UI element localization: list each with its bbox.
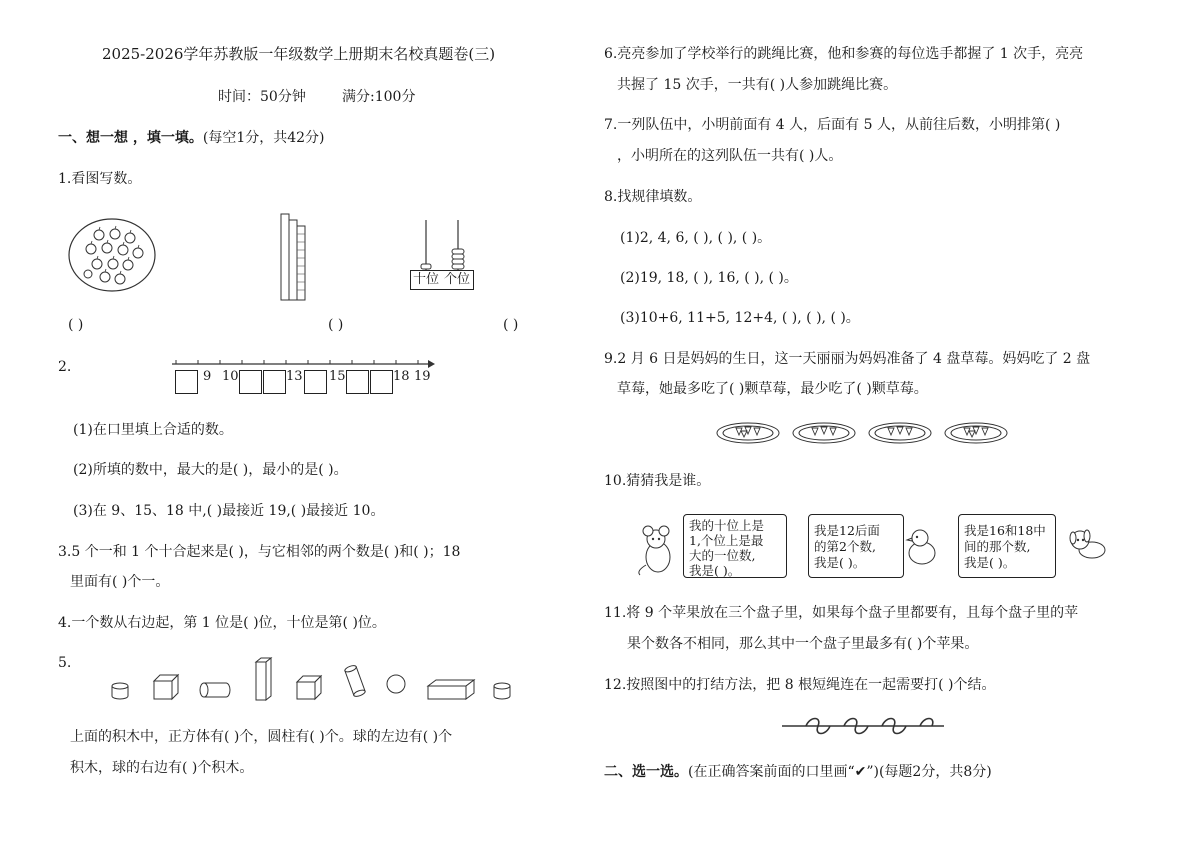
number-line-box-2[interactable] bbox=[239, 370, 262, 394]
number-line-box-5[interactable] bbox=[346, 370, 369, 394]
q5-line1: 上面的积木中，正方体有( )个，圆柱有( )个。球的左边有( )个 bbox=[70, 729, 453, 745]
q2-part2: (2)所填的数中，最大的是( )，最小的是( )。 bbox=[73, 462, 348, 478]
q4-text: 4.一个数从右边起，第 1 位是( )位，十位是第( )位。 bbox=[58, 615, 386, 631]
number-line-box-3[interactable] bbox=[263, 370, 286, 394]
q9-line1: 9.2 月 6 日是妈妈的生日，这一天丽丽为妈妈准备了 4 盘草莓。妈妈吃了 2 盘 bbox=[604, 351, 1091, 367]
q11-line1: 11.将 9 个苹果放在三个盘子里，如果每个盘子里都要有，且每个盘子里的苹 bbox=[604, 605, 1079, 621]
strawberry-plates-illustration bbox=[716, 418, 1012, 446]
q9-line2: 草莓，她最多吃了( )颗草莓，最少吃了( )颗草莓。 bbox=[617, 381, 928, 397]
q8-part1: (1)2, 4, 6, ( ), ( ), ( )。 bbox=[620, 230, 772, 246]
number-line-box-1[interactable] bbox=[175, 370, 198, 394]
q5-label: 5. bbox=[58, 655, 72, 671]
bubble-chick-line: 的第2个数, bbox=[814, 539, 876, 554]
tick-label-15: 15 bbox=[329, 369, 346, 384]
q3-line1: 3.5 个一和 1 个十合起来是( )，与它相邻的两个数是( )和( )；18 bbox=[58, 544, 461, 560]
q6-line2: 共握了 15 次手，一共有( )人参加跳绳比赛。 bbox=[617, 77, 898, 93]
q2-part1: (1)在口里填上合适的数。 bbox=[73, 422, 233, 438]
exam-score: 满分:100分 bbox=[342, 89, 416, 105]
abacus-tens-label: 十位 bbox=[413, 272, 440, 287]
bubble-dog-text bbox=[964, 523, 1046, 571]
q1-answer-blank-sticks[interactable]: ( ) bbox=[328, 317, 344, 333]
q3-line2: 里面有( )个一。 bbox=[70, 574, 170, 590]
page-title: 2025-2026学年苏教版一年级数学上册期末名校真题卷(三) bbox=[102, 45, 496, 63]
bubble-mouse-line: 大的一位数, bbox=[689, 548, 756, 563]
bubble-chick-line: 我是( )。 bbox=[814, 555, 866, 570]
bubble-mouse-line: 1,个位上是最 bbox=[689, 533, 764, 548]
q2-part3: (3)在 9、15、18 中,( )最接近 19,( )最接近 10。 bbox=[73, 503, 385, 519]
abacus-ones-label: 个位 bbox=[444, 272, 471, 287]
section-one-title: 一、想一想 ，填一填。 bbox=[58, 130, 203, 146]
q11-line2: 果个数各不相同，那么其中一个盘子里最多有( )个苹果。 bbox=[627, 636, 979, 652]
section-two-heading bbox=[604, 765, 992, 779]
q8-part2: (2)19, 18, ( ), 16, ( ), ( )。 bbox=[620, 270, 798, 286]
q1-answer-blank-abacus[interactable]: ( ) bbox=[503, 317, 519, 333]
q8-label: 8.找规律填数。 bbox=[604, 189, 702, 205]
tick-label-13: 13 bbox=[286, 369, 303, 384]
tick-label-9: 9 bbox=[203, 369, 212, 384]
rope-knots-illustration bbox=[782, 714, 944, 738]
q8-part3: (3)10+6, 11+5, 12+4, ( ), ( ), ( )。 bbox=[620, 310, 860, 326]
mouse-icon bbox=[634, 525, 680, 577]
bubble-mouse-text bbox=[689, 518, 764, 578]
q7-line1: 7.一列队伍中，小明前面有 4 人，后面有 5 人，从前往后数，小明排第( ) bbox=[604, 117, 1061, 133]
tick-label-19: 19 bbox=[414, 369, 431, 384]
number-line bbox=[172, 356, 437, 370]
q5-line2: 积木，球的右边有( )个积木。 bbox=[70, 760, 254, 776]
q6-line1: 6.亮亮参加了学校举行的跳绳比赛，他和参赛的每位选手都握了 1 次手，亮亮 bbox=[604, 46, 1084, 62]
building-blocks-illustration bbox=[108, 656, 518, 704]
section-two-title: 二、选一选。 bbox=[604, 764, 688, 780]
q7-line2: ，小明所在的这列队伍一共有( )人。 bbox=[617, 148, 843, 164]
number-line-box-4[interactable] bbox=[304, 370, 327, 394]
tick-label-10: 10 bbox=[222, 369, 239, 384]
apple-plate-illustration bbox=[68, 218, 158, 293]
bubble-chick-text bbox=[814, 523, 880, 571]
bubble-dog-line: 间的那个数, bbox=[964, 539, 1031, 554]
bubble-mouse-line: 我是( )。 bbox=[689, 563, 741, 578]
exam-time: 时间：50分钟 bbox=[218, 89, 306, 105]
section-two-note: (在正确答案前面的口里画“✔”)(每题2分，共8分) bbox=[688, 764, 992, 780]
tick-label-18: 18 bbox=[393, 369, 410, 384]
bubble-dog-line: 我是( )。 bbox=[964, 555, 1016, 570]
section-one-heading bbox=[58, 131, 325, 145]
chick-icon bbox=[902, 526, 940, 566]
bubble-mouse-line: 我的十位上是 bbox=[689, 518, 765, 533]
q1-label: 1.看图写数。 bbox=[58, 171, 142, 187]
bubble-chick-line: 我是12后面 bbox=[814, 523, 880, 538]
bubble-dog-line: 我是16和18中 bbox=[964, 523, 1046, 538]
number-line-box-6[interactable] bbox=[370, 370, 393, 394]
q2-label: 2. bbox=[58, 359, 72, 375]
abacus-illustration bbox=[408, 218, 478, 270]
q10-label: 10.猜猜我是谁。 bbox=[604, 473, 711, 489]
q1-answer-blank-apples[interactable]: ( ) bbox=[68, 317, 84, 333]
q12-text: 12.按照图中的打结方法，把 8 根短绳连在一起需要打( )个结。 bbox=[604, 677, 996, 693]
section-one-note: (每空1分，共42分) bbox=[202, 130, 325, 146]
dog-icon bbox=[1066, 526, 1110, 562]
stick-bundle-illustration bbox=[278, 212, 308, 302]
